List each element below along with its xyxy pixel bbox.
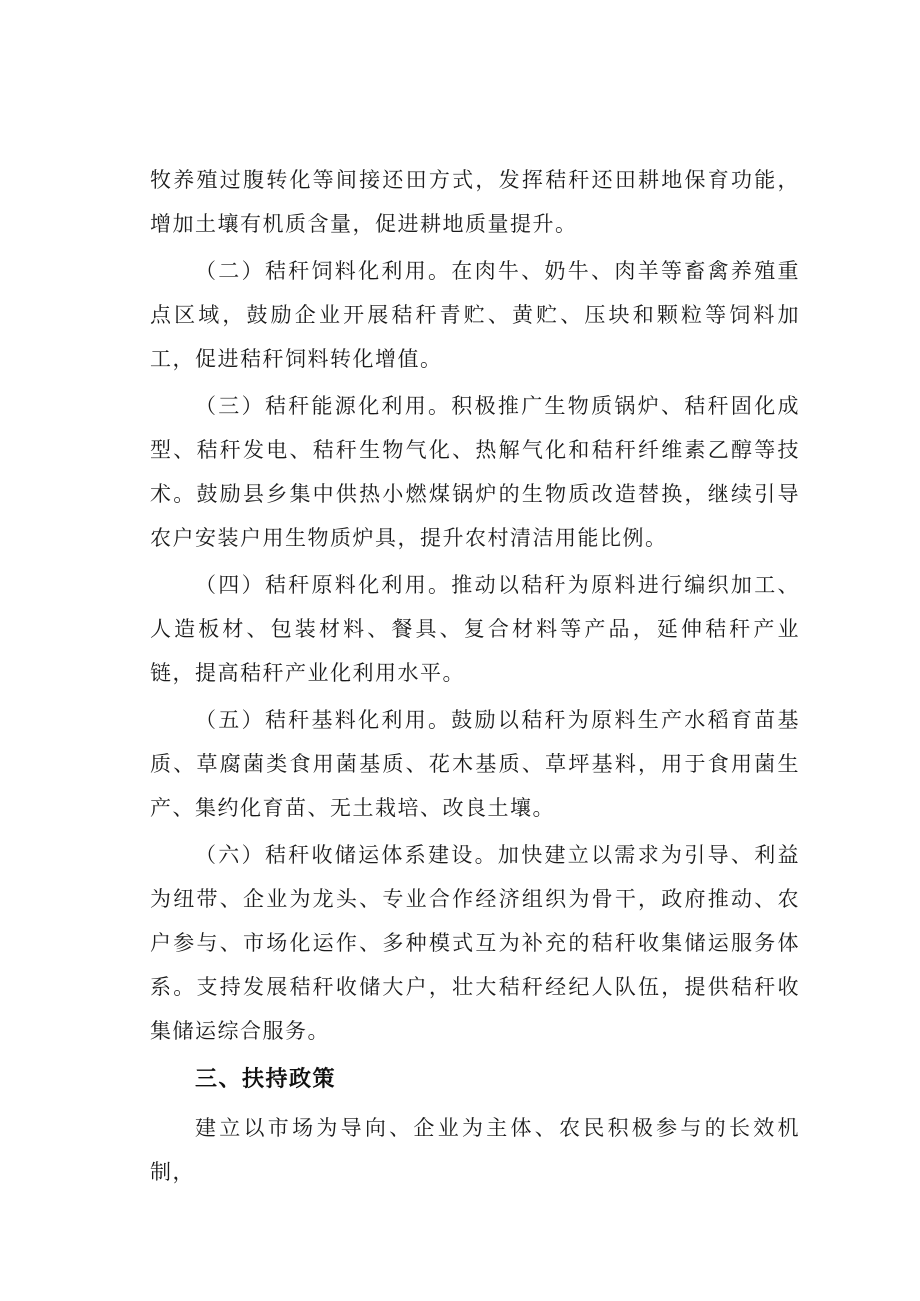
paragraph-energy-utilization: （三）秸秆能源化利用。积极推广生物质锅炉、秸秆固化成型、秸秆发电、秸秆生物气化、热解气化和秸秆纤维素乙醇等技术。鼓励县乡集中供热小燃煤锅炉的生物质改造替换，继续引导农户安装户用生物质炉具，提升农村清洁用能比例。 — [150, 394, 800, 550]
paragraph-continuation: 牧养殖过腹转化等间接还田方式，发挥秸秆还田耕地保育功能，增加土壤有机质含量，促进耕地质量提升。 — [150, 168, 800, 236]
document-body — [150, 158, 800, 1194]
paragraph-support-policy: 建立以市场为导向、企业为主体、农民积极参与的长效机制， — [150, 1116, 800, 1184]
paragraph-raw-material-utilization: （四）秸秆原料化利用。推动以秸秆为原料进行编织加工、人造板材、包装材料、餐具、复合材料等产品，延伸秸秆产业链，提高秸秆产业化利用水平。 — [150, 573, 800, 685]
paragraph-substrate-utilization: （五）秸秆基料化利用。鼓励以秸秆为原料生产水稻育苗基质、草腐菌类食用菌基质、花木基质、草坪基料，用于食用菌生产、集约化育苗、无土栽培、改良土壤。 — [150, 708, 800, 820]
paragraph-feed-utilization: （二）秸秆饲料化利用。在肉牛、奶牛、肉羊等畜禽养殖重点区域，鼓励企业开展秸秆青贮、黄贮、压块和颗粒等饲料加工，促进秸秆饲料转化增值。 — [150, 259, 800, 371]
paragraph-collection-storage-system: （六）秸秆收储运体系建设。加快建立以需求为引导、利益为纽带、企业为龙头、专业合作经济组织为骨干，政府推动、农户参与、市场化运作、多种模式互为补充的秸秆收集储运服务体系。支持发展秸秆收储大户，壮大秸秆经纪人队伍，提供秸秆收集储运综合服务。 — [150, 843, 800, 1043]
section-heading: 三、扶持政策 — [195, 1067, 337, 1092]
